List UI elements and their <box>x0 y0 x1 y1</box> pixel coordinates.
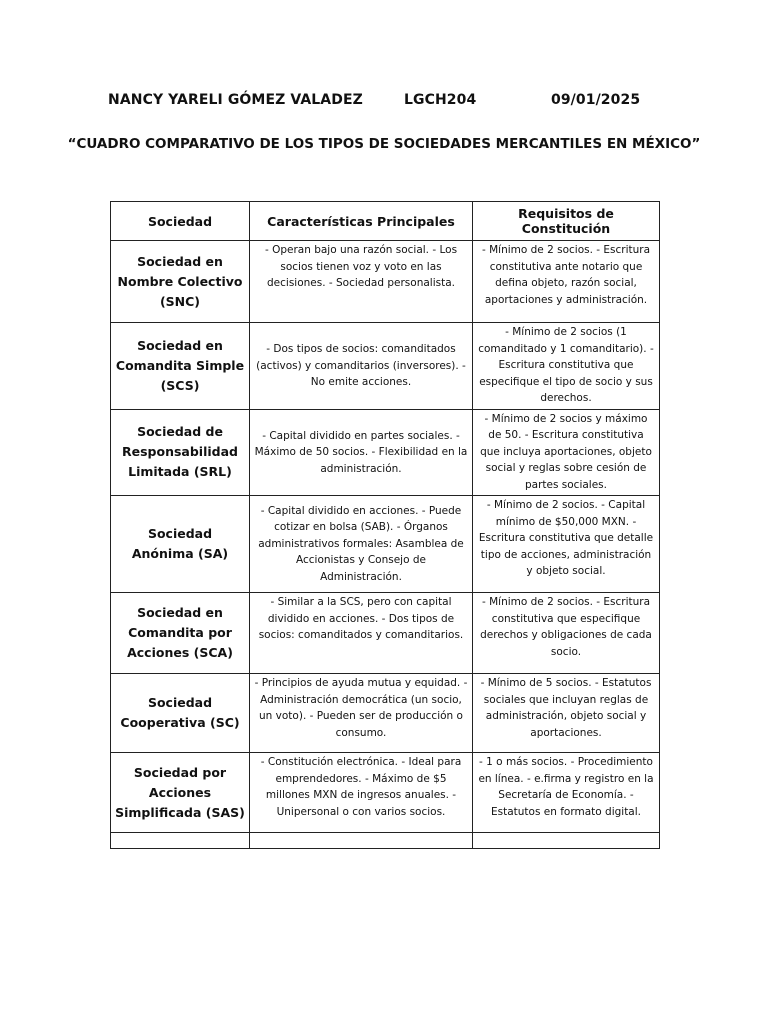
caracteristicas-cell: - Principios de ayuda mutua y equidad. - Administración democrática (un socio, un voto). - Pueden ser de producción o consumo. <box>250 674 473 753</box>
requisitos-cell: - Mínimo de 2 socios. - Escritura constitutiva ante notario que defina objeto, razón social, aportaciones y administración. <box>473 241 660 323</box>
caracteristicas-cell: - Operan bajo una razón social. - Los socios tienen voz y voto en las decisiones. - Sociedad personalista. <box>250 241 473 323</box>
empty-table-row <box>111 833 660 849</box>
requisitos-cell: - Mínimo de 2 socios. - Escritura constitutiva que especifique derechos y obligaciones de cada socio. <box>473 593 660 674</box>
table-row <box>111 409 660 496</box>
caracteristicas-cell: - Constitución electrónica. - Ideal para emprendedores. - Máximo de $5 millones MXN de ingresos anuales. - Unipersonal o con varios socios. <box>250 753 473 833</box>
empty-cell <box>250 833 473 849</box>
table-row <box>111 496 660 593</box>
empty-cell <box>473 833 660 849</box>
table-row <box>111 674 660 753</box>
table-row <box>111 241 660 323</box>
table-header-row <box>111 202 660 241</box>
sociedad-cell: Sociedad de Responsabilidad Limitada (SRL) <box>111 409 250 496</box>
column-header-requisitos: Requisitos de Constitución <box>473 202 660 241</box>
sociedad-cell: Sociedad en Comandita por Acciones (SCA) <box>111 593 250 674</box>
student-name: NANCY YARELI GÓMEZ VALADEZ <box>108 92 363 108</box>
requisitos-cell: - Mínimo de 2 socios (1 comanditado y 1 comanditario). - Escritura constitutiva que especifique el tipo de socio y sus derechos. <box>473 323 660 410</box>
sociedad-cell: Sociedad Anónima (SA) <box>111 496 250 593</box>
sociedad-cell: Sociedad Cooperativa (SC) <box>111 674 250 753</box>
course-code: LGCH204 <box>404 92 477 108</box>
column-header-sociedad: Sociedad <box>111 202 250 241</box>
comparison-table <box>110 201 660 849</box>
document-title: “CUADRO COMPARATIVO DE LOS TIPOS DE SOCIEDADES MERCANTILES EN MÉXICO” <box>67 136 701 152</box>
sociedad-cell: Sociedad por Acciones Simplificada (SAS) <box>111 753 250 833</box>
column-header-caracteristicas: Características Principales <box>250 202 473 241</box>
caracteristicas-cell: - Capital dividido en acciones. - Puede cotizar en bolsa (SAB). - Órganos administrativos formales: Asamblea de Accionistas y Consejo de Administración. <box>250 496 473 593</box>
sociedad-cell: Sociedad en Nombre Colectivo (SNC) <box>111 241 250 323</box>
sociedad-cell: Sociedad en Comandita Simple (SCS) <box>111 323 250 410</box>
requisitos-cell: - Mínimo de 2 socios y máximo de 50. - Escritura constitutiva que incluya aportaciones, objeto social y reglas sobre cesión de partes sociales. <box>473 409 660 496</box>
table-row <box>111 753 660 833</box>
requisitos-cell: - 1 o más socios. - Procedimiento en línea. - e.firma y registro en la Secretaría de Economía. - Estatutos en formato digital. <box>473 753 660 833</box>
empty-cell <box>111 833 250 849</box>
requisitos-cell: - Mínimo de 5 socios. - Estatutos sociales que incluyan reglas de administración, objeto social y aportaciones. <box>473 674 660 753</box>
requisitos-cell: - Mínimo de 2 socios. - Capital mínimo de $50,000 MXN. - Escritura constitutiva que detalle tipo de acciones, administración y objeto social. <box>473 496 660 593</box>
caracteristicas-cell: - Similar a la SCS, pero con capital dividido en acciones. - Dos tipos de socios: comanditados y comanditarios. <box>250 593 473 674</box>
document-date: 09/01/2025 <box>551 92 641 108</box>
caracteristicas-cell: - Capital dividido en partes sociales. - Máximo de 50 socios. - Flexibilidad en la administración. <box>250 409 473 496</box>
table-row <box>111 593 660 674</box>
caracteristicas-cell: - Dos tipos de socios: comanditados (activos) y comanditarios (inversores). - No emite acciones. <box>250 323 473 410</box>
table-row <box>111 323 660 410</box>
